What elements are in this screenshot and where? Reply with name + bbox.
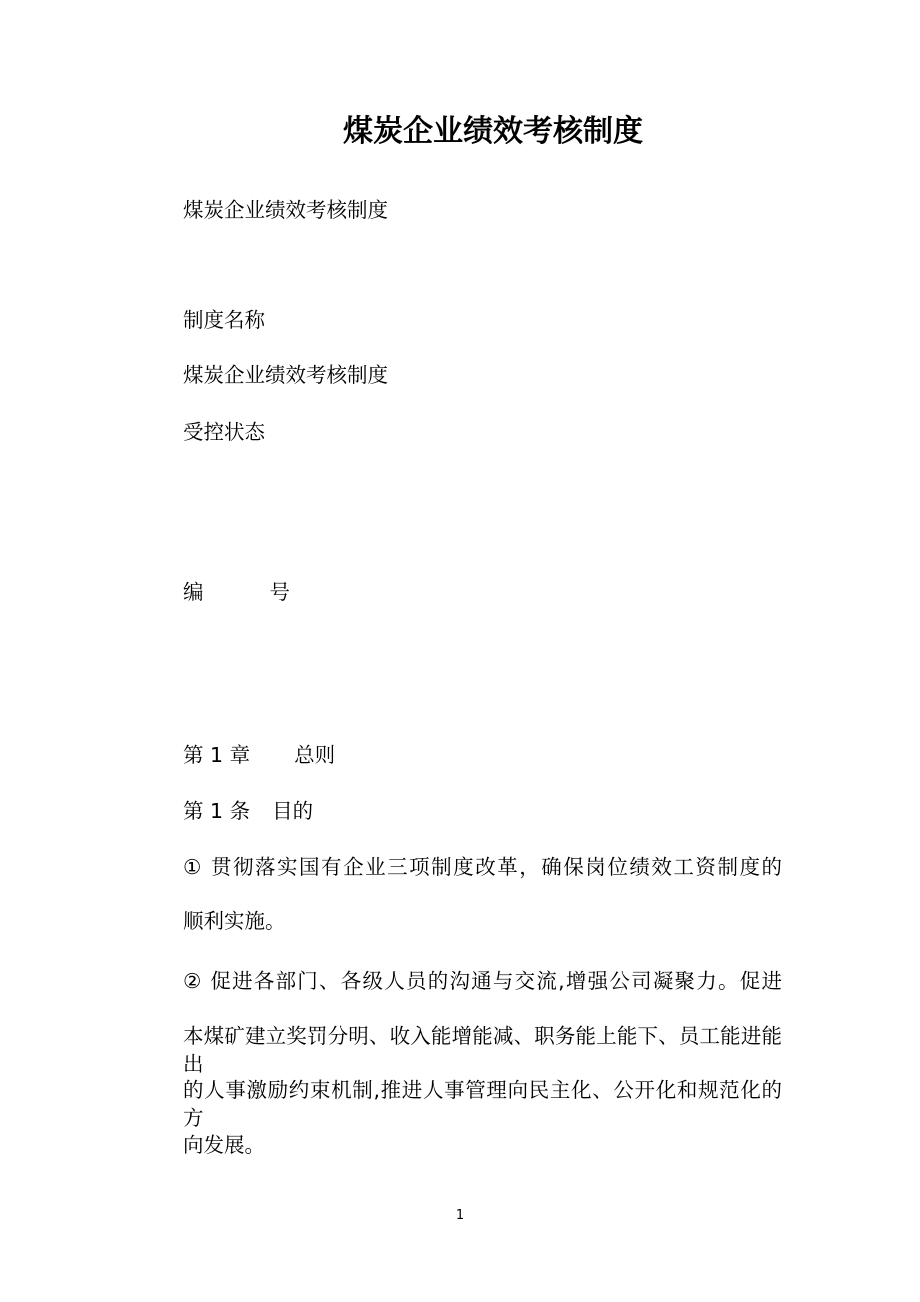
- number-label-1: 编: [183, 580, 204, 604]
- paragraph-line: ① 贯彻落实国有企业三项制度改革，确保岗位绩效工资制度的: [183, 855, 782, 879]
- paragraph-line: ② 促进各部门、各级人员的沟通与交流,增强公司凝聚力。促进: [183, 969, 782, 993]
- paragraph-line: 向发展。: [183, 1133, 265, 1157]
- chapter-heading: [183, 741, 335, 769]
- article-number: 第 1 条: [183, 799, 251, 823]
- paragraph-line: 的人事激励约束机制,推进人事管理向民主化、公开化和规范化的方: [183, 1078, 782, 1130]
- status-label: 受控状态: [183, 420, 265, 444]
- name-value: 煤炭企业绩效考核制度: [183, 363, 388, 387]
- page-number: 1: [455, 1208, 465, 1223]
- name-label: 制度名称: [183, 308, 265, 332]
- paragraph-line: 本煤矿建立奖罚分明、收入能增能减、职务能上能下、员工能进能出: [183, 1024, 782, 1076]
- article-heading: [183, 797, 313, 825]
- number-label-2: 号: [269, 580, 290, 604]
- number-label: [183, 578, 290, 606]
- article-name: 目的: [272, 799, 314, 823]
- chapter-name: 总则: [294, 743, 336, 767]
- paragraph-line: 顺利实施。: [183, 909, 286, 933]
- subtitle: 煤炭企业绩效考核制度: [183, 198, 388, 222]
- document-title: 煤炭企业绩效考核制度: [343, 114, 643, 149]
- chapter-number: 第 1 章: [183, 743, 251, 767]
